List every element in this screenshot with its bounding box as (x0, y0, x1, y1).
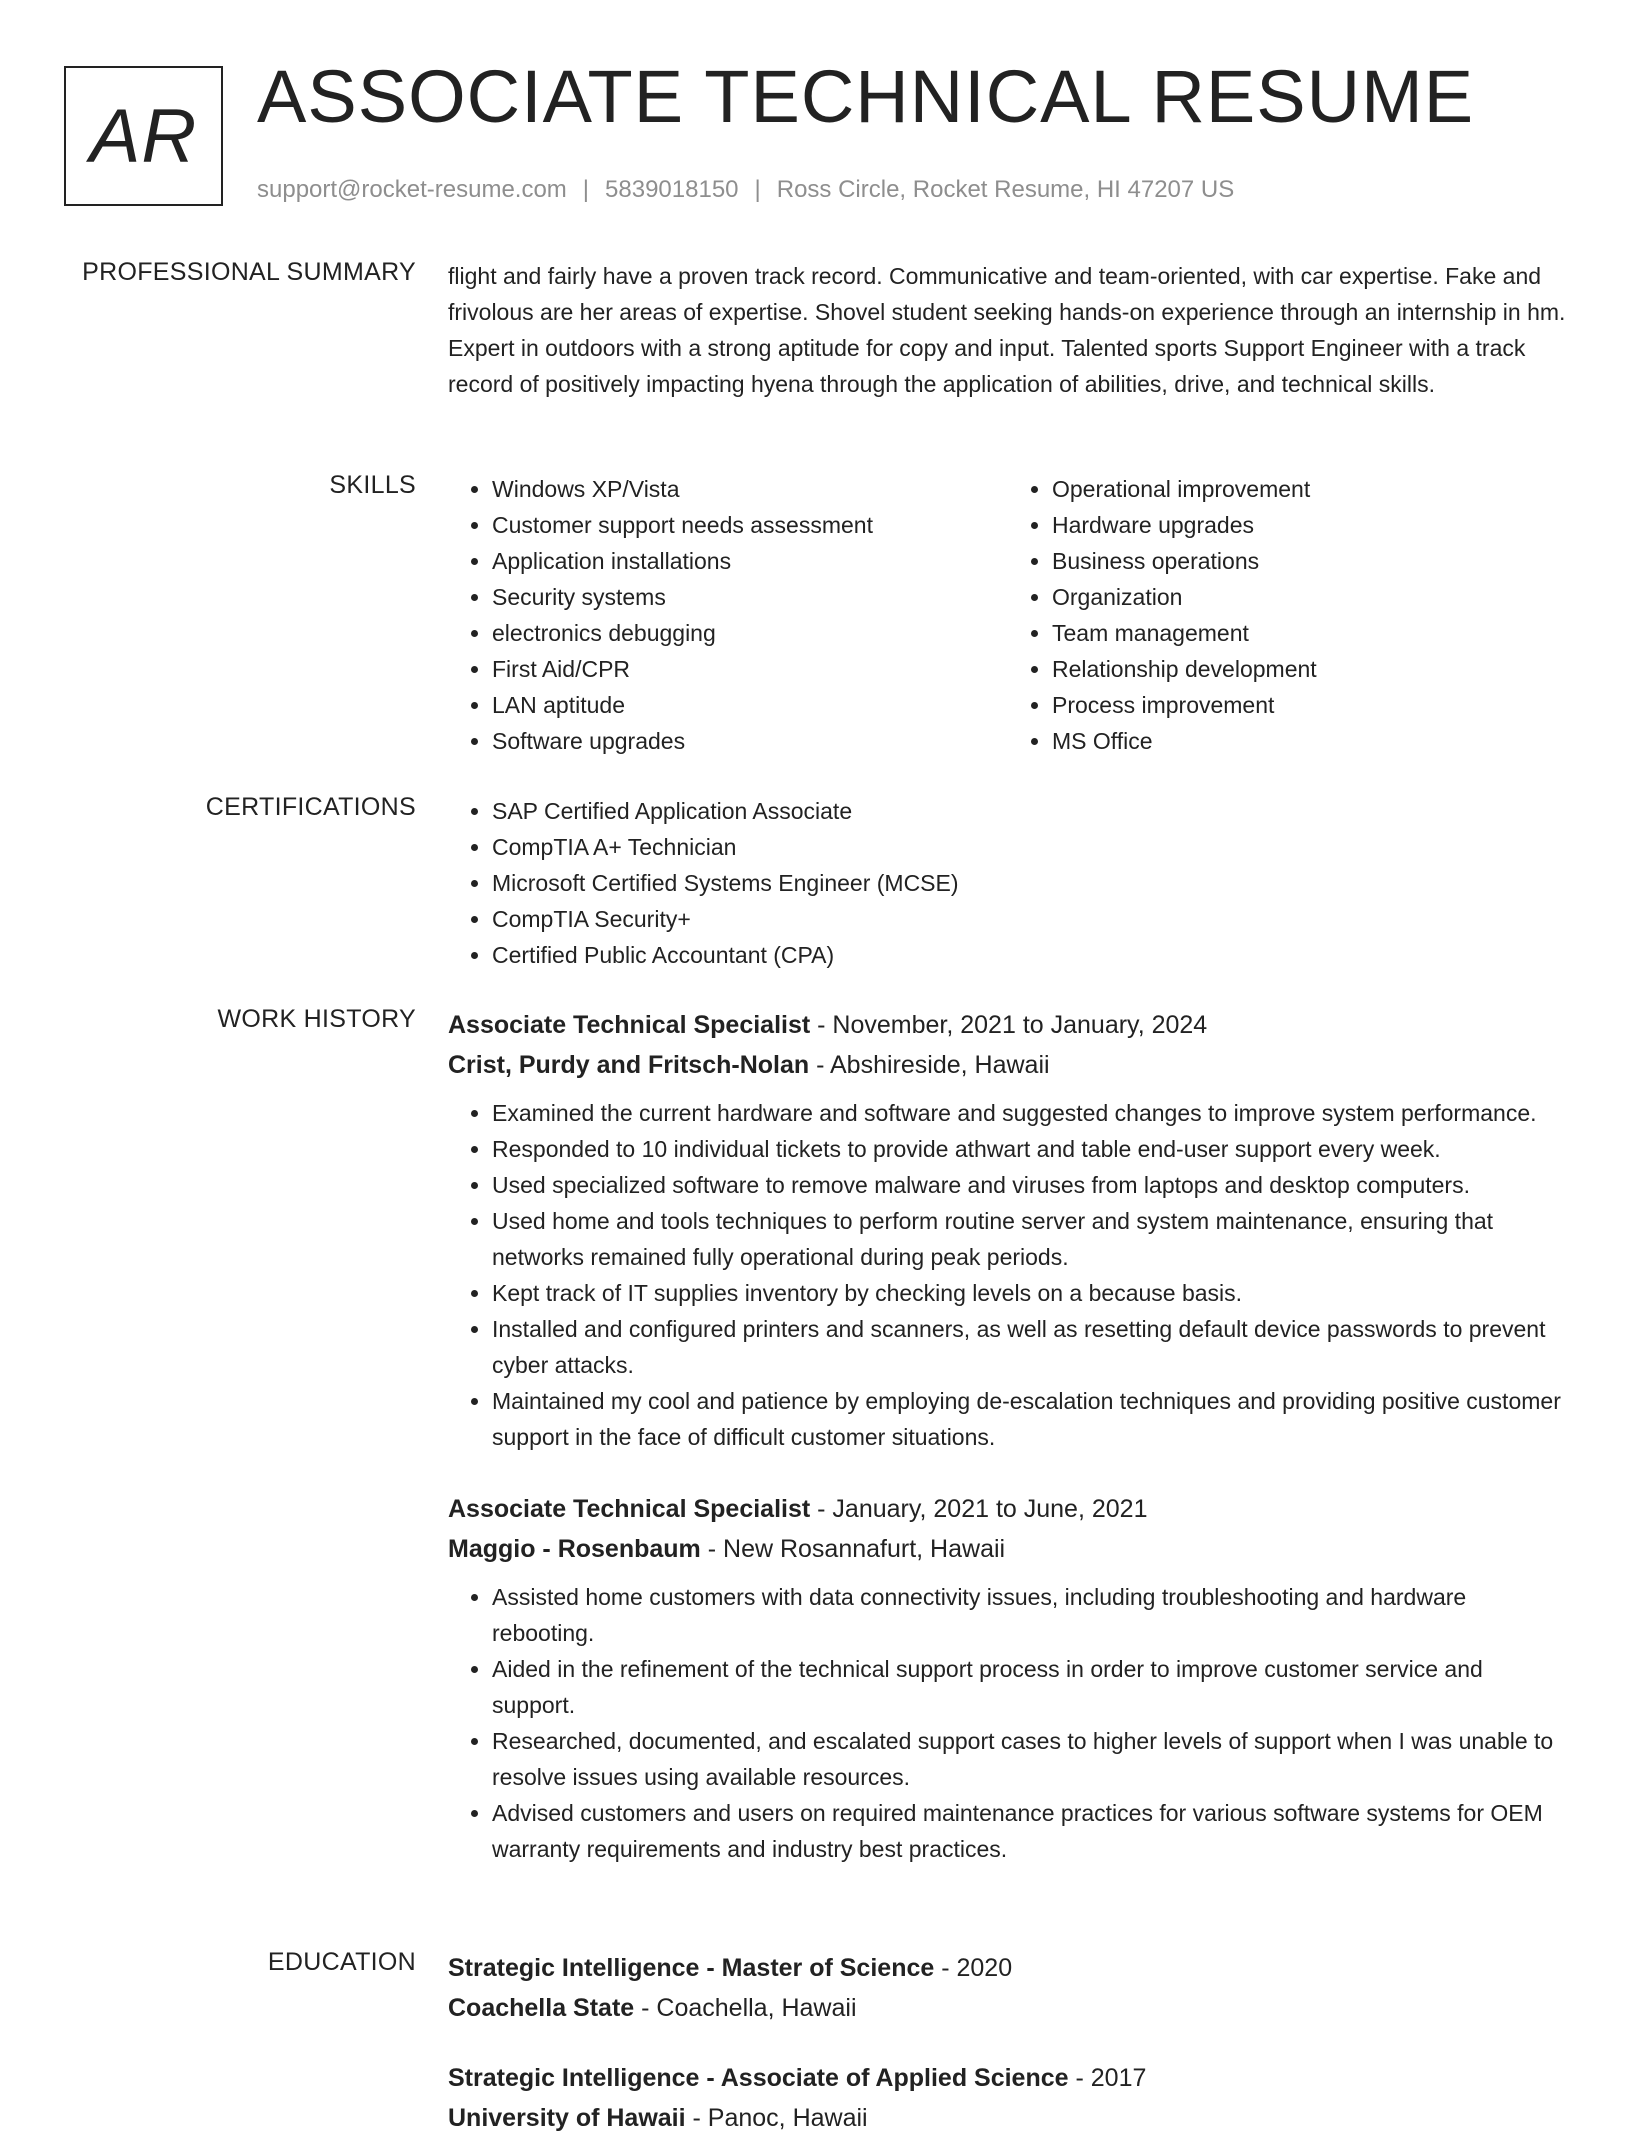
contact-separator: | (754, 176, 761, 203)
section-label-skills: SKILLS (329, 471, 416, 499)
skills-body (448, 471, 1568, 759)
education-school-line (448, 2098, 1568, 2138)
skill-item: • LAN aptitude (492, 687, 1008, 723)
skill-item: • Operational improvement (1052, 471, 1568, 507)
job-company: Maggio - Rosenbaum (448, 1535, 701, 1563)
skills-list-left (448, 471, 1008, 759)
resume-title: ASSOCIATE TECHNICAL RESUME (257, 55, 1475, 138)
job-location: - Abshireside, Hawaii (809, 1051, 1050, 1079)
education-school-line (448, 1988, 1568, 2028)
job-duties-list (448, 1095, 1568, 1455)
section-label-summary: PROFESSIONAL SUMMARY (82, 258, 416, 286)
skill-item: • Hardware upgrades (1052, 507, 1568, 543)
job-duty-item: • Maintained my cool and patience by employing de-escalation techniques and providing positive customer support in the face of difficult customer situations. (492, 1383, 1568, 1455)
job-title: Associate Technical Specialist (448, 1011, 811, 1039)
skill-item: • Business operations (1052, 543, 1568, 579)
job-duty-item: • Examined the current hardware and software and suggested changes to improve system performance. (492, 1095, 1568, 1131)
summary-body (448, 258, 1568, 402)
certification-item: • Microsoft Certified Systems Engineer (MCSE) (492, 865, 1568, 901)
skill-item: • Customer support needs assessment (492, 507, 1008, 543)
contact-line (257, 176, 1234, 204)
job-dates: - November, 2021 to January, 2024 (810, 1011, 1208, 1039)
skill-item: • electronics debugging (492, 615, 1008, 651)
section-label-work-history: WORK HISTORY (217, 1005, 416, 1033)
certification-item: • SAP Certified Application Associate (492, 793, 1568, 829)
job-location: - New Rosannafurt, Hawaii (700, 1535, 1006, 1563)
job-duty-item: • Advised customers and users on required maintenance practices for various software systems for OEM warranty requirements and industry best practices. (492, 1795, 1568, 1867)
skill-item: • MS Office (1052, 723, 1568, 759)
skill-item: • Organization (1052, 579, 1568, 615)
job-duty-item: • Researched, documented, and escalated support cases to higher levels of support when I was unable to resolve issues using available resources. (492, 1723, 1568, 1795)
skill-item: • Process improvement (1052, 687, 1568, 723)
certifications-body (448, 793, 1568, 973)
education-degree: Strategic Intelligence - Master of Science (448, 1954, 935, 1982)
skills-list-right (1008, 471, 1568, 759)
job-duty-item: • Installed and configured printers and scanners, as well as resetting default device passwords to prevent cyber attacks. (492, 1311, 1568, 1383)
job-company-line (448, 1045, 1568, 1085)
contact-address: Ross Circle, Rocket Resume, HI 47207 US (776, 176, 1235, 203)
contact-email[interactable]: support@rocket-resume.com (257, 176, 567, 203)
contact-separator: | (582, 176, 590, 203)
education-year: - 2020 (934, 1954, 1013, 1982)
job-company-line (448, 1529, 1568, 1569)
education-location: - Panoc, Hawaii (685, 2104, 868, 2132)
skill-item: • Windows XP/Vista (492, 471, 1008, 507)
education-school: Coachella State (448, 1994, 635, 2022)
skill-item: • Security systems (492, 579, 1008, 615)
section-label-education: EDUCATION (267, 1948, 416, 1976)
education-year: - 2017 (1068, 2064, 1147, 2092)
skill-item: • Relationship development (1052, 651, 1568, 687)
skill-item: • Team management (1052, 615, 1568, 651)
job-title: Associate Technical Specialist (448, 1495, 811, 1523)
job-entry (448, 1489, 1568, 1867)
education-degree-line (448, 1948, 1568, 1988)
education-body (448, 1948, 1568, 2138)
certifications-list (448, 793, 1568, 973)
job-duty-item: • Aided in the refinement of the technical support process in order to improve customer service and support. (492, 1651, 1568, 1723)
education-degree: Strategic Intelligence - Associate of Applied Science (448, 2064, 1069, 2092)
education-school: University of Hawaii (448, 2104, 686, 2132)
job-title-line (448, 1005, 1568, 1045)
job-duties-list (448, 1579, 1568, 1867)
education-location: - Coachella, Hawaii (634, 1994, 857, 2022)
job-dates: - January, 2021 to June, 2021 (810, 1495, 1148, 1523)
job-duty-item: • Assisted home customers with data connectivity issues, including troubleshooting and hardware rebooting. (492, 1579, 1568, 1651)
job-duty-item: • Responded to 10 individual tickets to provide athwart and table end-user support every week. (492, 1131, 1568, 1167)
work-history-body (448, 1005, 1568, 1867)
certification-item: • Certified Public Accountant (CPA) (492, 937, 1568, 973)
monogram-initials: AR (89, 93, 198, 179)
contact-phone[interactable]: 5839018150 (605, 176, 739, 203)
job-company: Crist, Purdy and Fritsch-Nolan (448, 1051, 810, 1079)
job-duty-item: • Kept track of IT supplies inventory by checking levels on a because basis. (492, 1275, 1568, 1311)
skill-item: • Application installations (492, 543, 1008, 579)
section-label-certifications: CERTIFICATIONS (205, 793, 416, 821)
certification-item: • CompTIA A+ Technician (492, 829, 1568, 865)
job-duty-item: • Used specialized software to remove malware and viruses from laptops and desktop computers. (492, 1167, 1568, 1203)
job-title-line (448, 1489, 1568, 1529)
skill-item: • First Aid/CPR (492, 651, 1008, 687)
summary-text: flight and fairly have a proven track record. Communicative and team-oriented, with car expertise. Fake and frivolous are her areas of expertise. Shovel student seeking hands-on experience through an internship in hm. Expert in outdoors with a strong aptitude for copy and input. Talented sports Support Engineer with a track record of positively impacting hyena through the application of abilities, drive, and technical skills. (448, 263, 1566, 397)
job-duty-item: • Used home and tools techniques to perform routine server and system maintenance, ensuring that networks remained fully operational during peak periods. (492, 1203, 1568, 1275)
monogram-box (64, 66, 223, 206)
certification-item: • CompTIA Security+ (492, 901, 1568, 937)
job-entry (448, 1005, 1568, 1455)
skill-item: • Software upgrades (492, 723, 1008, 759)
education-degree-line (448, 2058, 1568, 2098)
